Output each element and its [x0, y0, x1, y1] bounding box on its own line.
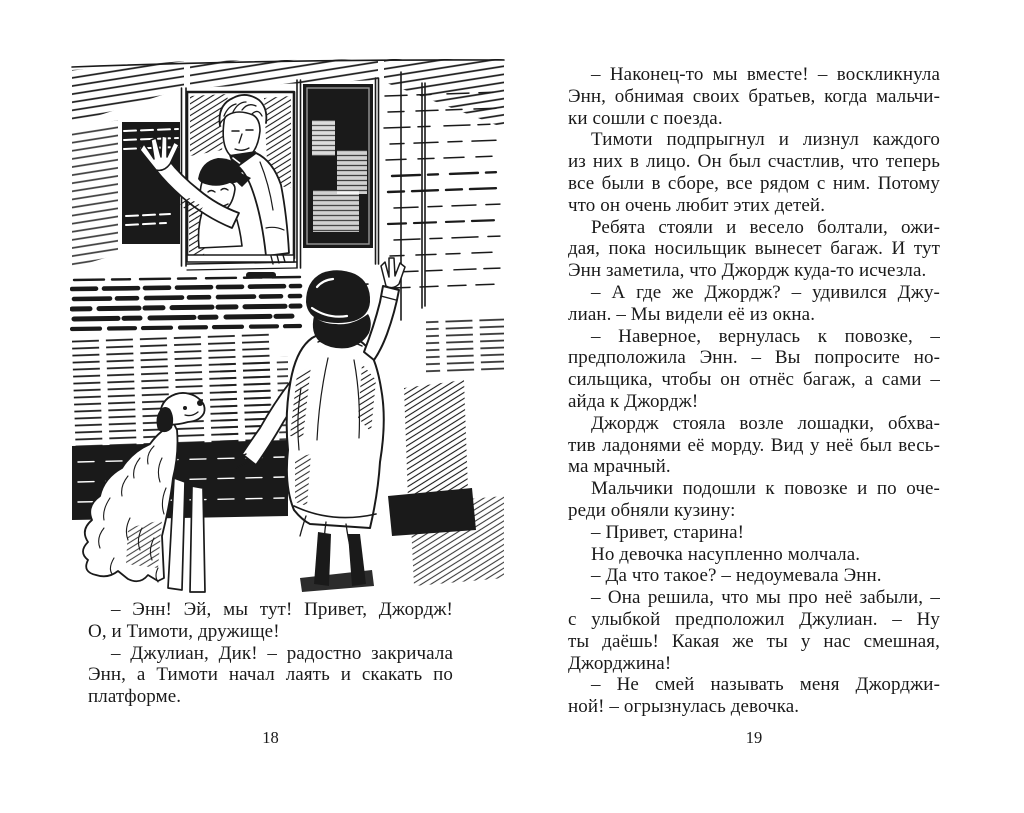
text-line: Ребята стояли и весело болтали, ожи-	[591, 216, 940, 238]
paragraph	[568, 478, 940, 522]
paragraph	[568, 565, 940, 587]
text-line: ки сошли с поезда.	[568, 107, 723, 129]
text-line: – Не смей называть меня Джорджи-	[591, 674, 940, 696]
text-line: – Джулиан, Дик! – радостно закричала	[111, 642, 453, 664]
text-line: – Да что такое? – недоумевала Энн.	[591, 565, 882, 587]
paragraph	[568, 522, 940, 544]
text-line: – Привет, старина!	[591, 521, 745, 543]
text-line: Энн, обнимая своих братьев, когда мальчи-	[568, 85, 940, 107]
page-number-left: 18	[262, 728, 279, 747]
text-line: Джорджина!	[568, 652, 672, 674]
text-line: все были в сборе, все рядом с ним. Потому	[568, 172, 940, 194]
text-line: лиан. – Мы видели её из окна.	[568, 303, 816, 325]
text-line: – Энн! Эй, мы тут! Привет, Джордж!	[111, 599, 453, 620]
page-number-right: 19	[745, 728, 763, 747]
paragraph	[88, 599, 453, 643]
text-line: дая, пока носильщик вынесет багаж. И тут	[568, 238, 940, 260]
text-line: сильщика, чтобы он отнёс багаж, а сами –	[568, 369, 940, 391]
paragraph	[568, 587, 940, 674]
text-line: Тимоти подпрыгнул и лизнул каждого	[591, 129, 940, 151]
paragraph	[568, 64, 940, 129]
text-line: Джордж стояла возле лошадки, обхва-	[591, 412, 940, 434]
illustration	[70, 58, 506, 598]
text-line: – Она решила, что мы про неё забыли, –	[591, 587, 940, 609]
text-line: ной! – огрызнулась девочка.	[568, 696, 800, 718]
text-line: – Наконец-то мы вместе! – воскликнула	[591, 64, 940, 85]
text-line: – А где же Джордж? – удивился Джу-	[591, 281, 940, 303]
right-window	[303, 84, 373, 248]
text-line: с улыбкой предположил Джулиан. – Ну	[568, 608, 940, 630]
text-line: тив ладонями её морду. Вид у неё был весь-	[568, 434, 940, 456]
text-line: ма мрачный.	[568, 456, 671, 478]
text-line: ты даёшь! Какая же ты у нас смешная,	[568, 630, 940, 652]
paragraph	[568, 282, 940, 326]
text-line: О, и Тимоти, дружище!	[88, 620, 280, 642]
text-line: Но девочка насупленно молчала.	[591, 543, 861, 565]
paragraph	[568, 326, 940, 413]
right-page	[512, 0, 1024, 813]
text-line: платформе.	[88, 686, 182, 708]
text-line: из них в лицо. Он был счастлив, что теперь	[568, 151, 940, 173]
text-line: – Наверное, вернулась к повозке, –	[591, 325, 940, 347]
paragraph	[568, 674, 940, 718]
text-line: предположила Энн. – Вы попросите но-	[568, 347, 940, 369]
text-line: реди обняли кузину:	[568, 499, 736, 521]
text-line: Энн, а Тимоти начал лаять и скакать по	[88, 664, 453, 686]
text-line: Мальчики подошли к повозке и по оче-	[591, 478, 940, 500]
train-platform-illustration	[70, 58, 506, 598]
text-line: айда к Джордж!	[568, 390, 699, 412]
paragraph	[568, 129, 940, 216]
paragraph	[568, 217, 940, 282]
text-line: Энн заметила, что Джордж куда-то исчезла.	[568, 260, 927, 282]
right-page-text	[568, 64, 940, 718]
left-page-text	[88, 599, 453, 708]
text-line: что он очень любит этих детей.	[568, 194, 826, 216]
paragraph	[88, 643, 453, 708]
paragraph	[568, 413, 940, 478]
paragraph	[568, 544, 940, 566]
